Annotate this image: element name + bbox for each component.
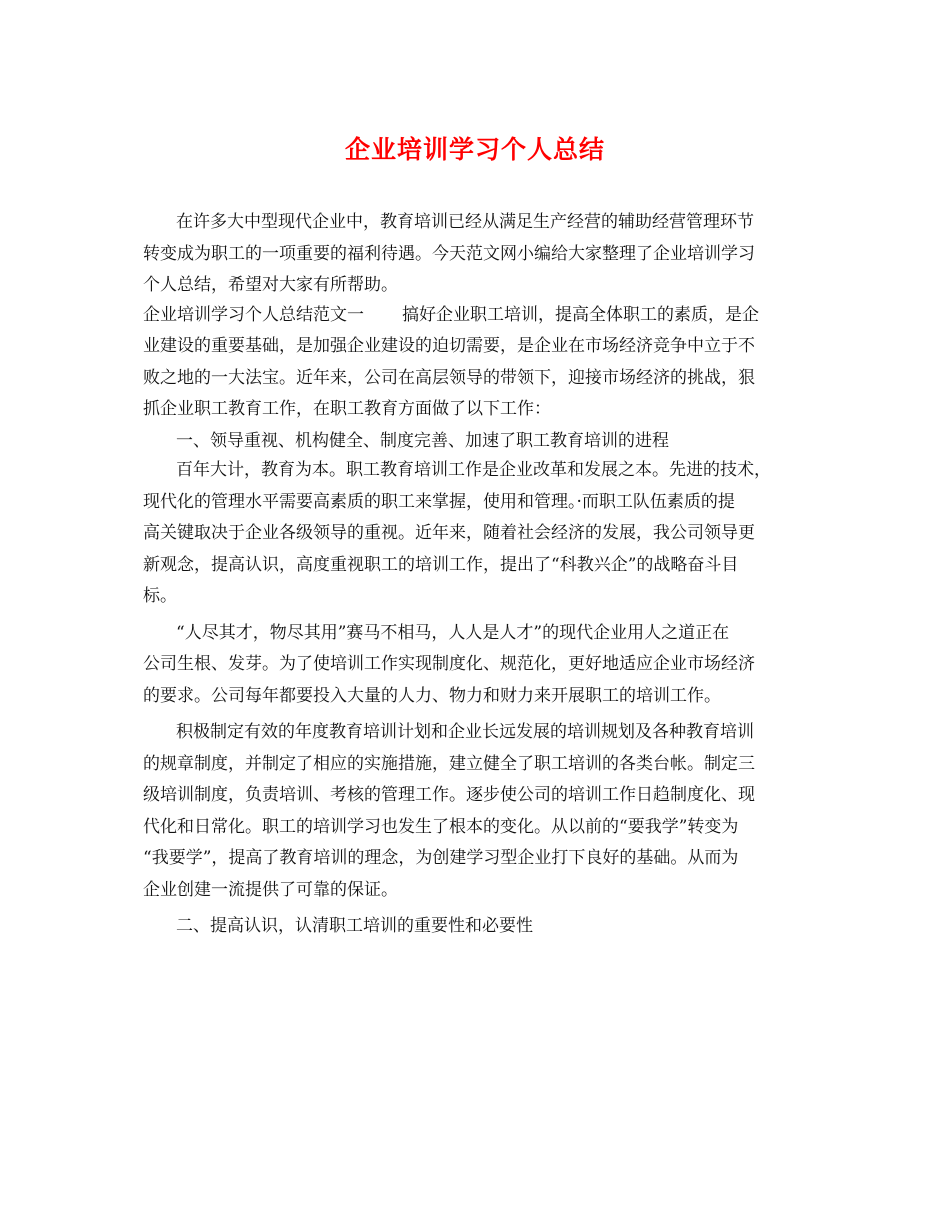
paragraph-line: 积极制定有效的年度教育培训计划和企业长远发展的培训规划及各种教育培训 bbox=[176, 722, 754, 742]
paragraph-line: 企业创建一流提供了可靠的保证。 bbox=[143, 879, 398, 900]
paragraph-line: 转变成为职工的一项重要的福利待遇。今天范文网小编给大家整理了企业培训学习 bbox=[143, 243, 755, 264]
paragraph-line: 代化和日常化。职工的培训学习也发生了根本的变化。从以前的“要我学”转变为 bbox=[143, 816, 739, 837]
document-title: 企业培训学习个人总结 bbox=[344, 135, 605, 164]
paragraph-line: 的要求。公司每年都要投入大量的人力、物力和财力来开展职工的培训工作。 bbox=[143, 685, 721, 706]
paragraph-line: “人尽其才，物尽其用”赛马不相马，人人是人才”的现代企业用人之道正在 bbox=[176, 622, 730, 643]
section-heading-sample-one: 企业培训学习个人总结范文一 bbox=[143, 304, 364, 325]
paragraph-line: 级培训制度，负责培训、考核的管理工作。逐步使公司的培训工作日趋制度化、现 bbox=[143, 785, 755, 805]
paragraph-line: “我要学”，提高了教育培训的理念，为创建学习型企业打下良好的基础。从而为 bbox=[143, 848, 739, 868]
paragraph-line: 个人总结，希望对大家有所帮助。 bbox=[143, 275, 398, 295]
paragraph-line: 百年大计，教育为本。职工教育培训工作是企业改革和发展之本。先进的技术， bbox=[176, 460, 771, 480]
paragraph-line: 的规章制度，并制定了相应的实施措施，建立健全了职工培训的各类台帐。制定三 bbox=[143, 753, 755, 774]
paragraph-text: 搞好企业职工培训，提高全体职工的素质，是企 bbox=[402, 304, 759, 325]
paragraph-line: 现代化的管理水平需要高素质的职工来掌握，使用和管理。·而职工队伍素质的提 bbox=[143, 491, 735, 512]
paragraph-line: 在许多大中型现代企业中，教育培训已经从满足生产经营的辅助经营管理环节 bbox=[176, 212, 754, 232]
section-heading-one: 一、领导重视、机构健全、制度完善、加速了职工教育培训的进程 bbox=[176, 430, 669, 451]
section-heading-two: 二、提高认识，认清职工培训的重要性和必要性 bbox=[176, 916, 533, 936]
paragraph-line: 高关键取决于企业各级领导的重视。近年来，随着社会经济的发展，我公司领导更 bbox=[143, 523, 755, 543]
document-body bbox=[143, 207, 823, 943]
paragraph-line: 业建设的重要基础，是加强企业建设的迫切需要，是企业在市场经济竞争中立于不 bbox=[143, 336, 755, 356]
paragraph-line: 公司生根、发芽。为了使培训工作实现制度化、规范化，更好地适应企业市场经济 bbox=[143, 654, 755, 674]
paragraph-line: 标。 bbox=[143, 586, 177, 606]
paragraph-line: 败之地的一大法宝。近年来，公司在高层领导的带领下，迎接市场经济的挑战，狠 bbox=[143, 367, 755, 388]
paragraph-line: 新观念，提高认识，高度重视职工的培训工作，提出了“科教兴企”的战略奋斗目 bbox=[143, 554, 739, 575]
paragraph-line bbox=[143, 300, 823, 332]
paragraph-line: 抓企业职工教育工作，在职工教育方面做了以下工作： bbox=[143, 399, 551, 419]
